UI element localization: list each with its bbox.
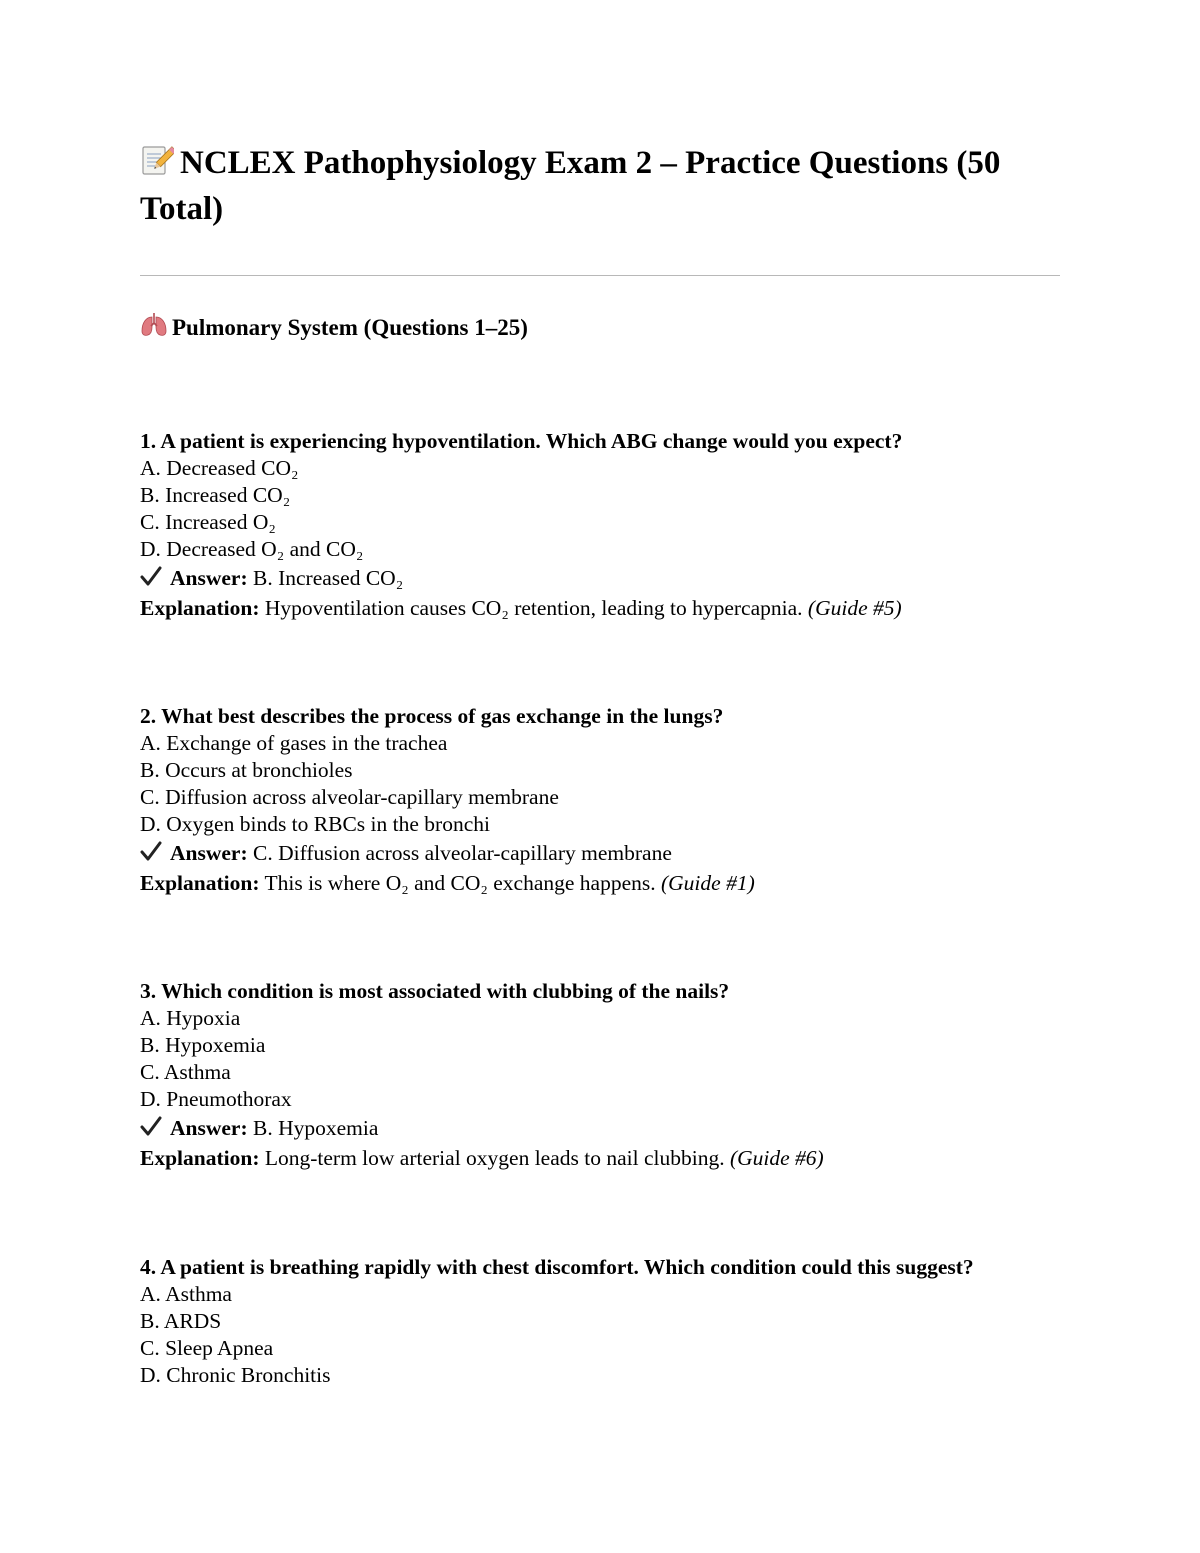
question-block-1	[140, 428, 1070, 623]
document-title	[140, 140, 1060, 232]
memo-pencil-icon	[140, 143, 174, 177]
answer-option-a: A. Decreased CO₂	[140, 456, 299, 480]
answer-option-a: A. Asthma	[140, 1282, 232, 1306]
checkmark-icon	[140, 1115, 162, 1137]
answer-option-b: B. Occurs at bronchioles	[140, 758, 353, 782]
answer-option-b: B. ARDS	[140, 1309, 222, 1333]
answer-option-c: C. Asthma	[140, 1060, 231, 1084]
question-text: 4. A patient is breathing rapidly with chest discomfort. Which condition could this suggest?	[140, 1255, 974, 1279]
correct-answer: Answer: B. Hypoxemia	[140, 1113, 1070, 1143]
explanation: Explanation: Long-term low arterial oxygen leads to nail clubbing. (Guide #6)	[140, 1146, 824, 1170]
guide-reference: (Guide #1)	[661, 871, 755, 895]
answer-option-a: A. Hypoxia	[140, 1006, 241, 1030]
question-block-4	[140, 1254, 1070, 1389]
correct-answer: Answer: B. Increased CO₂	[140, 563, 1070, 593]
guide-reference: (Guide #6)	[729, 1146, 824, 1170]
checkmark-icon	[140, 565, 162, 587]
document-title-text: NCLEX Pathophysiology Exam 2 – Practice Questions (50 Total)	[140, 145, 1001, 227]
question-block-3	[140, 978, 1070, 1173]
correct-answer: Answer: C. Diffusion across alveolar-capillary membrane	[140, 838, 1070, 868]
checkmark-icon	[140, 840, 162, 862]
lungs-icon	[140, 313, 168, 337]
section-heading-text: Pulmonary System (Questions 1–25)	[172, 315, 528, 340]
section-heading	[140, 311, 528, 345]
answer-option-d: D. Decreased O₂ and CO₂	[140, 537, 364, 561]
horizontal-divider	[140, 275, 1060, 276]
answer-option-c: C. Diffusion across alveolar-capillary membrane	[140, 785, 559, 809]
answer-option-d: D. Pneumothorax	[140, 1087, 292, 1111]
question-text: 1. A patient is experiencing hypoventilation. Which ABG change would you expect?	[140, 429, 903, 453]
answer-option-c: C. Increased O₂	[140, 510, 276, 534]
question-text: 3. Which condition is most associated with clubbing of the nails?	[140, 979, 730, 1003]
answer-option-b: B. Increased CO₂	[140, 483, 291, 507]
answer-option-c: C. Sleep Apnea	[140, 1336, 274, 1360]
answer-option-b: B. Hypoxemia	[140, 1033, 266, 1057]
answer-option-d: D. Oxygen binds to RBCs in the bronchi	[140, 812, 490, 836]
answer-option-d: D. Chronic Bronchitis	[140, 1363, 331, 1387]
explanation: Explanation: Hypoventilation causes CO₂ retention, leading to hypercapnia. (Guide #5)	[140, 596, 902, 620]
question-text: 2. What best describes the process of gas exchange in the lungs?	[140, 704, 724, 728]
guide-reference: (Guide #5)	[807, 596, 902, 620]
question-block-2	[140, 703, 1070, 898]
answer-option-a: A. Exchange of gases in the trachea	[140, 731, 448, 755]
explanation: Explanation: This is where O₂ and CO₂ exchange happens. (Guide #1)	[140, 871, 755, 895]
document-page	[140, 0, 1060, 1553]
